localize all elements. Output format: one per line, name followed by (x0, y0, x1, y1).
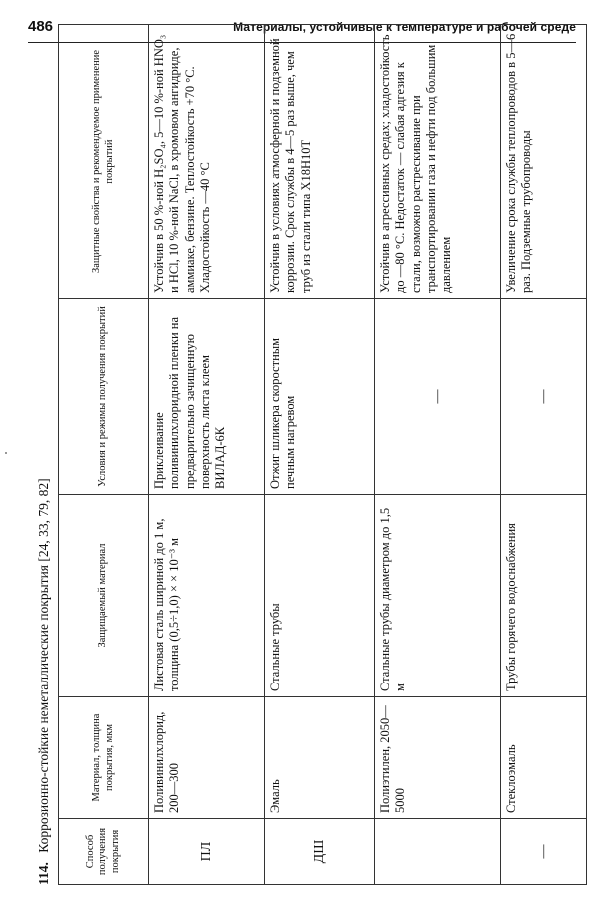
table-row (149, 25, 265, 885)
cell-properties: Устойчив в условиях атмосферной и подземной коррозии. Срок службы в 4—5 раз выше, чем труб из стали типа Х18Н10Т (265, 25, 375, 299)
cell-conditions: — (375, 299, 501, 495)
cell-properties: Устойчив в 50 %-ной H₂SO₄, 5—10 %-ной HNO₃ и HCl, 10 %-ной NaCl, в хромовом ангидриде, аммиаке, бензине. Теплостойкость +70 °С. Хладостойкость —40 °С (149, 25, 265, 299)
table-row (501, 25, 587, 885)
cell-material: Поливинилхлорид, 200—300 (149, 697, 265, 819)
cell-conditions: Приклеивание поливинилхлоридной пленки на предварительно зачищенную поверхность листа клеем ВИЛАД-6К (149, 299, 265, 495)
table-header-row (59, 25, 149, 885)
table-row (375, 25, 501, 885)
cell-protected-material: Стальные трубы диаметром до 1,5 м (375, 495, 501, 697)
cell-method: — (501, 819, 587, 885)
table-number: 114. (36, 862, 51, 885)
scan-speck (5, 452, 7, 454)
cell-method (375, 819, 501, 885)
header-protected-material: Защищаемый материал (59, 495, 149, 697)
rotated-table-region (30, 25, 586, 885)
coatings-table (58, 24, 587, 885)
cell-method: ДШ (265, 819, 375, 885)
cell-protected-material: Стальные трубы (265, 495, 375, 697)
table-caption (30, 25, 58, 885)
table-row (265, 25, 375, 885)
cell-material: Полиэтилен, 2050—5000 (375, 697, 501, 819)
table-title: Коррозионно-стойкие неметаллические покрытия [24, 33, 79, 82] (36, 478, 51, 853)
cell-conditions: Отжиг шликера скоростным печным нагревом (265, 299, 375, 495)
header-method: Способ получения покрытия (59, 819, 149, 885)
header-material: Материал, толщина покрытия, мкм (59, 697, 149, 819)
cell-material: Стеклоэмаль (501, 697, 587, 819)
cell-conditions: — (501, 299, 587, 495)
header-properties: Защитные свойства и рекомендуемое применение покрытий (59, 25, 149, 299)
cell-material: Эмаль (265, 697, 375, 819)
cell-protected-material: Трубы горячего водоснабжения (501, 495, 587, 697)
cell-properties: Увеличение срока службы теплопроводов в 5—6 раз. Подземные трубопроводы (501, 25, 587, 299)
cell-protected-material: Листовая сталь шириной до 1 м, толщина (0,5÷1,0) × × 10⁻³ м (149, 495, 265, 697)
header-conditions: Условия и режимы получения покрытий (59, 299, 149, 495)
cell-properties: Устойчив в агрессивных средах; хладостойкость до —80 °С. Недостаток — слабая адгезия к стали, возможно растрескивание при транспортировании газа и нефти под большим давлением (375, 25, 501, 299)
page-number: 486 (28, 18, 54, 35)
running-title: Материалы, устойчивые к температуре и рабочей среде (233, 20, 576, 34)
cell-method: ПЛ (149, 819, 265, 885)
